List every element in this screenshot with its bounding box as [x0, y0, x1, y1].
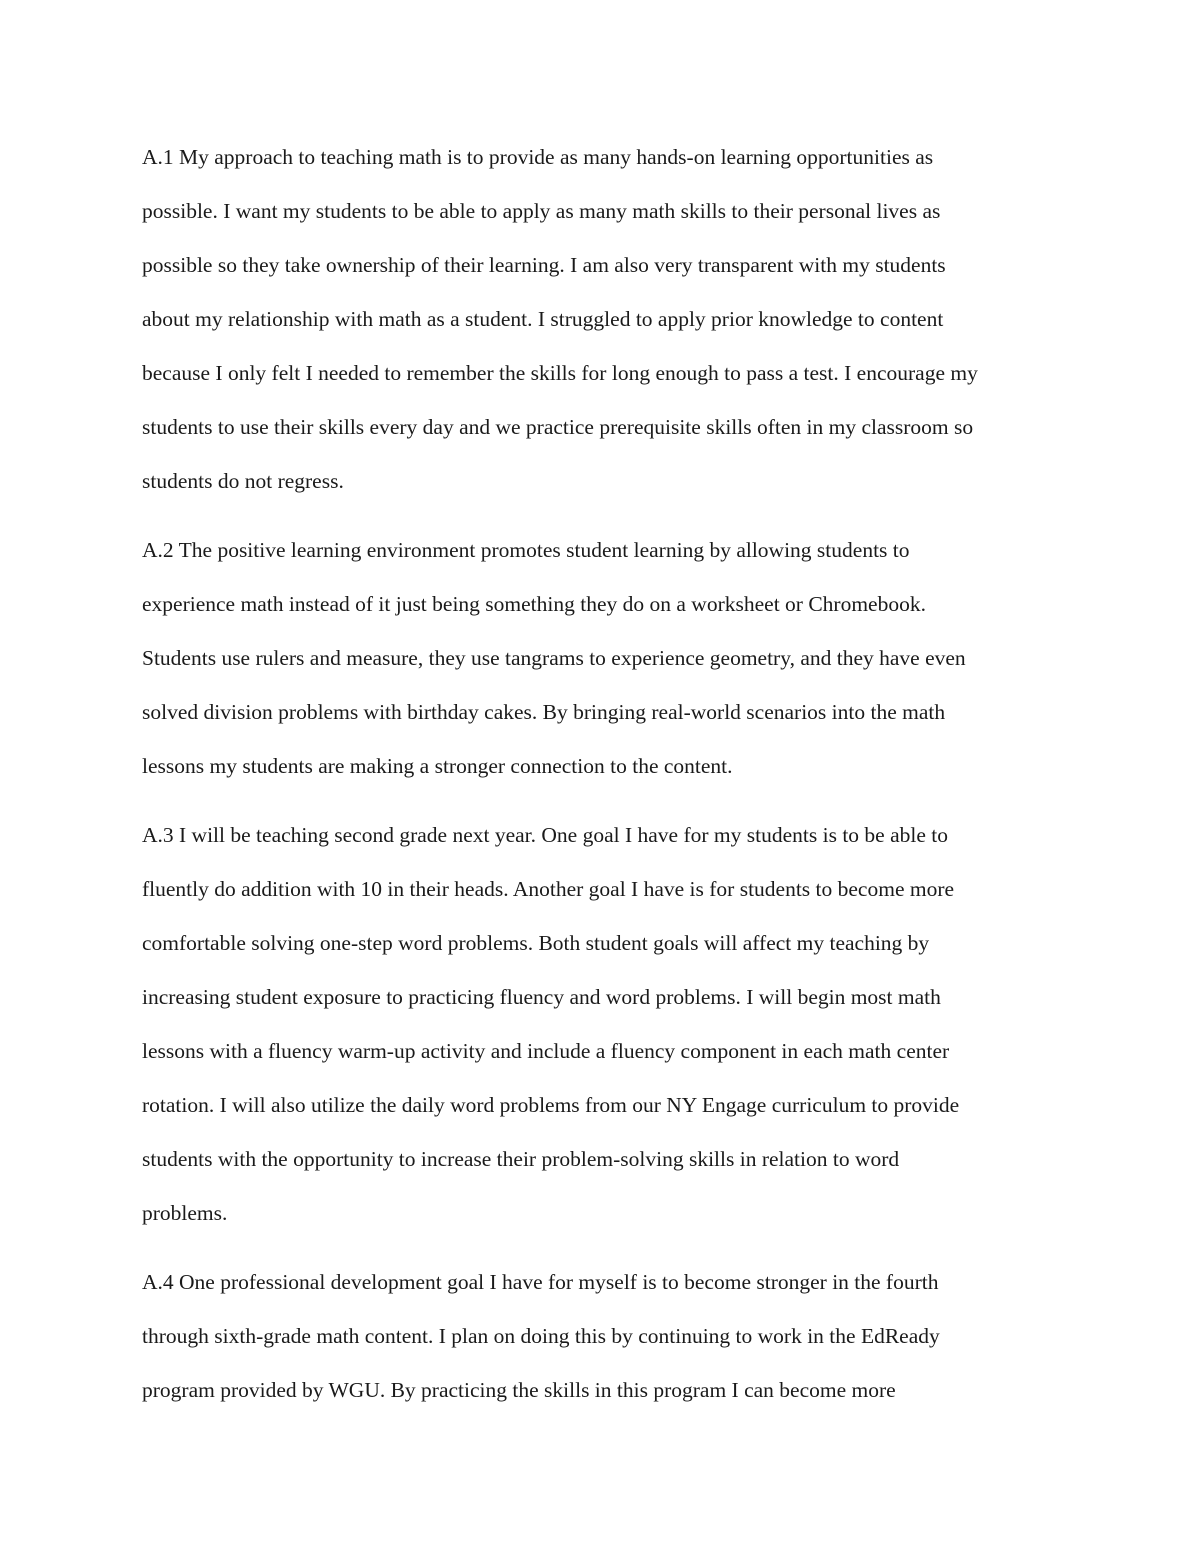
text-line: rotation. I will also utilize the daily word problems from our NY Engage curriculum to provide [142, 1093, 960, 1117]
paragraph-spacing [142, 793, 1062, 808]
paragraph-a1 [142, 130, 1062, 508]
text-line: possible so they take ownership of their learning. I am also very transparent with my students [142, 253, 946, 277]
paragraph-a2 [142, 523, 1062, 793]
paragraph-a4 [142, 1255, 1062, 1417]
text-line: fluently do addition with 10 in their heads. Another goal I have is for students to become more [142, 877, 955, 901]
text-line: experience math instead of it just being something they do on a worksheet or Chromebook. [142, 592, 926, 616]
text-line: A.2 The positive learning environment promotes student learning by allowing students to [142, 538, 910, 562]
text-line: students to use their skills every day and we practice prerequisite skills often in my classroom so [142, 415, 974, 439]
text-line: A.1 My approach to teaching math is to provide as many hands-on learning opportunities as [142, 145, 934, 169]
text-line: Students use rulers and measure, they use tangrams to experience geometry, and they have even [142, 646, 966, 670]
text-line: A.3 I will be teaching second grade next year. One goal I have for my students is to be able to [142, 823, 949, 847]
text-line: A.4 One professional development goal I have for myself is to become stronger in the fourth [142, 1270, 939, 1294]
text-line: lessons my students are making a stronger connection to the content. [142, 754, 733, 778]
paragraph-a3 [142, 808, 1062, 1240]
text-line: students with the opportunity to increase their problem-solving skills in relation to word [142, 1147, 900, 1171]
text-line: comfortable solving one-step word problems. Both student goals will affect my teaching by [142, 931, 930, 955]
text-line: solved division problems with birthday cakes. By bringing real-world scenarios into the math [142, 700, 946, 724]
text-line: because I only felt I needed to remember the skills for long enough to pass a test. I encourage my [142, 361, 978, 385]
text-line: program provided by WGU. By practicing the skills in this program I can become more [142, 1378, 896, 1402]
text-line: problems. [142, 1201, 228, 1225]
text-line: students do not regress. [142, 469, 344, 493]
text-line: increasing student exposure to practicing fluency and word problems. I will begin most math [142, 985, 941, 1009]
document-body [142, 130, 1062, 1417]
text-line: about my relationship with math as a student. I struggled to apply prior knowledge to content [142, 307, 944, 331]
text-line: possible. I want my students to be able to apply as many math skills to their personal lives as [142, 199, 941, 223]
text-line: lessons with a fluency warm-up activity and include a fluency component in each math center [142, 1039, 950, 1063]
paragraph-spacing [142, 508, 1062, 523]
text-line: through sixth-grade math content. I plan on doing this by continuing to work in the EdReady [142, 1324, 940, 1348]
paragraph-spacing [142, 1240, 1062, 1255]
